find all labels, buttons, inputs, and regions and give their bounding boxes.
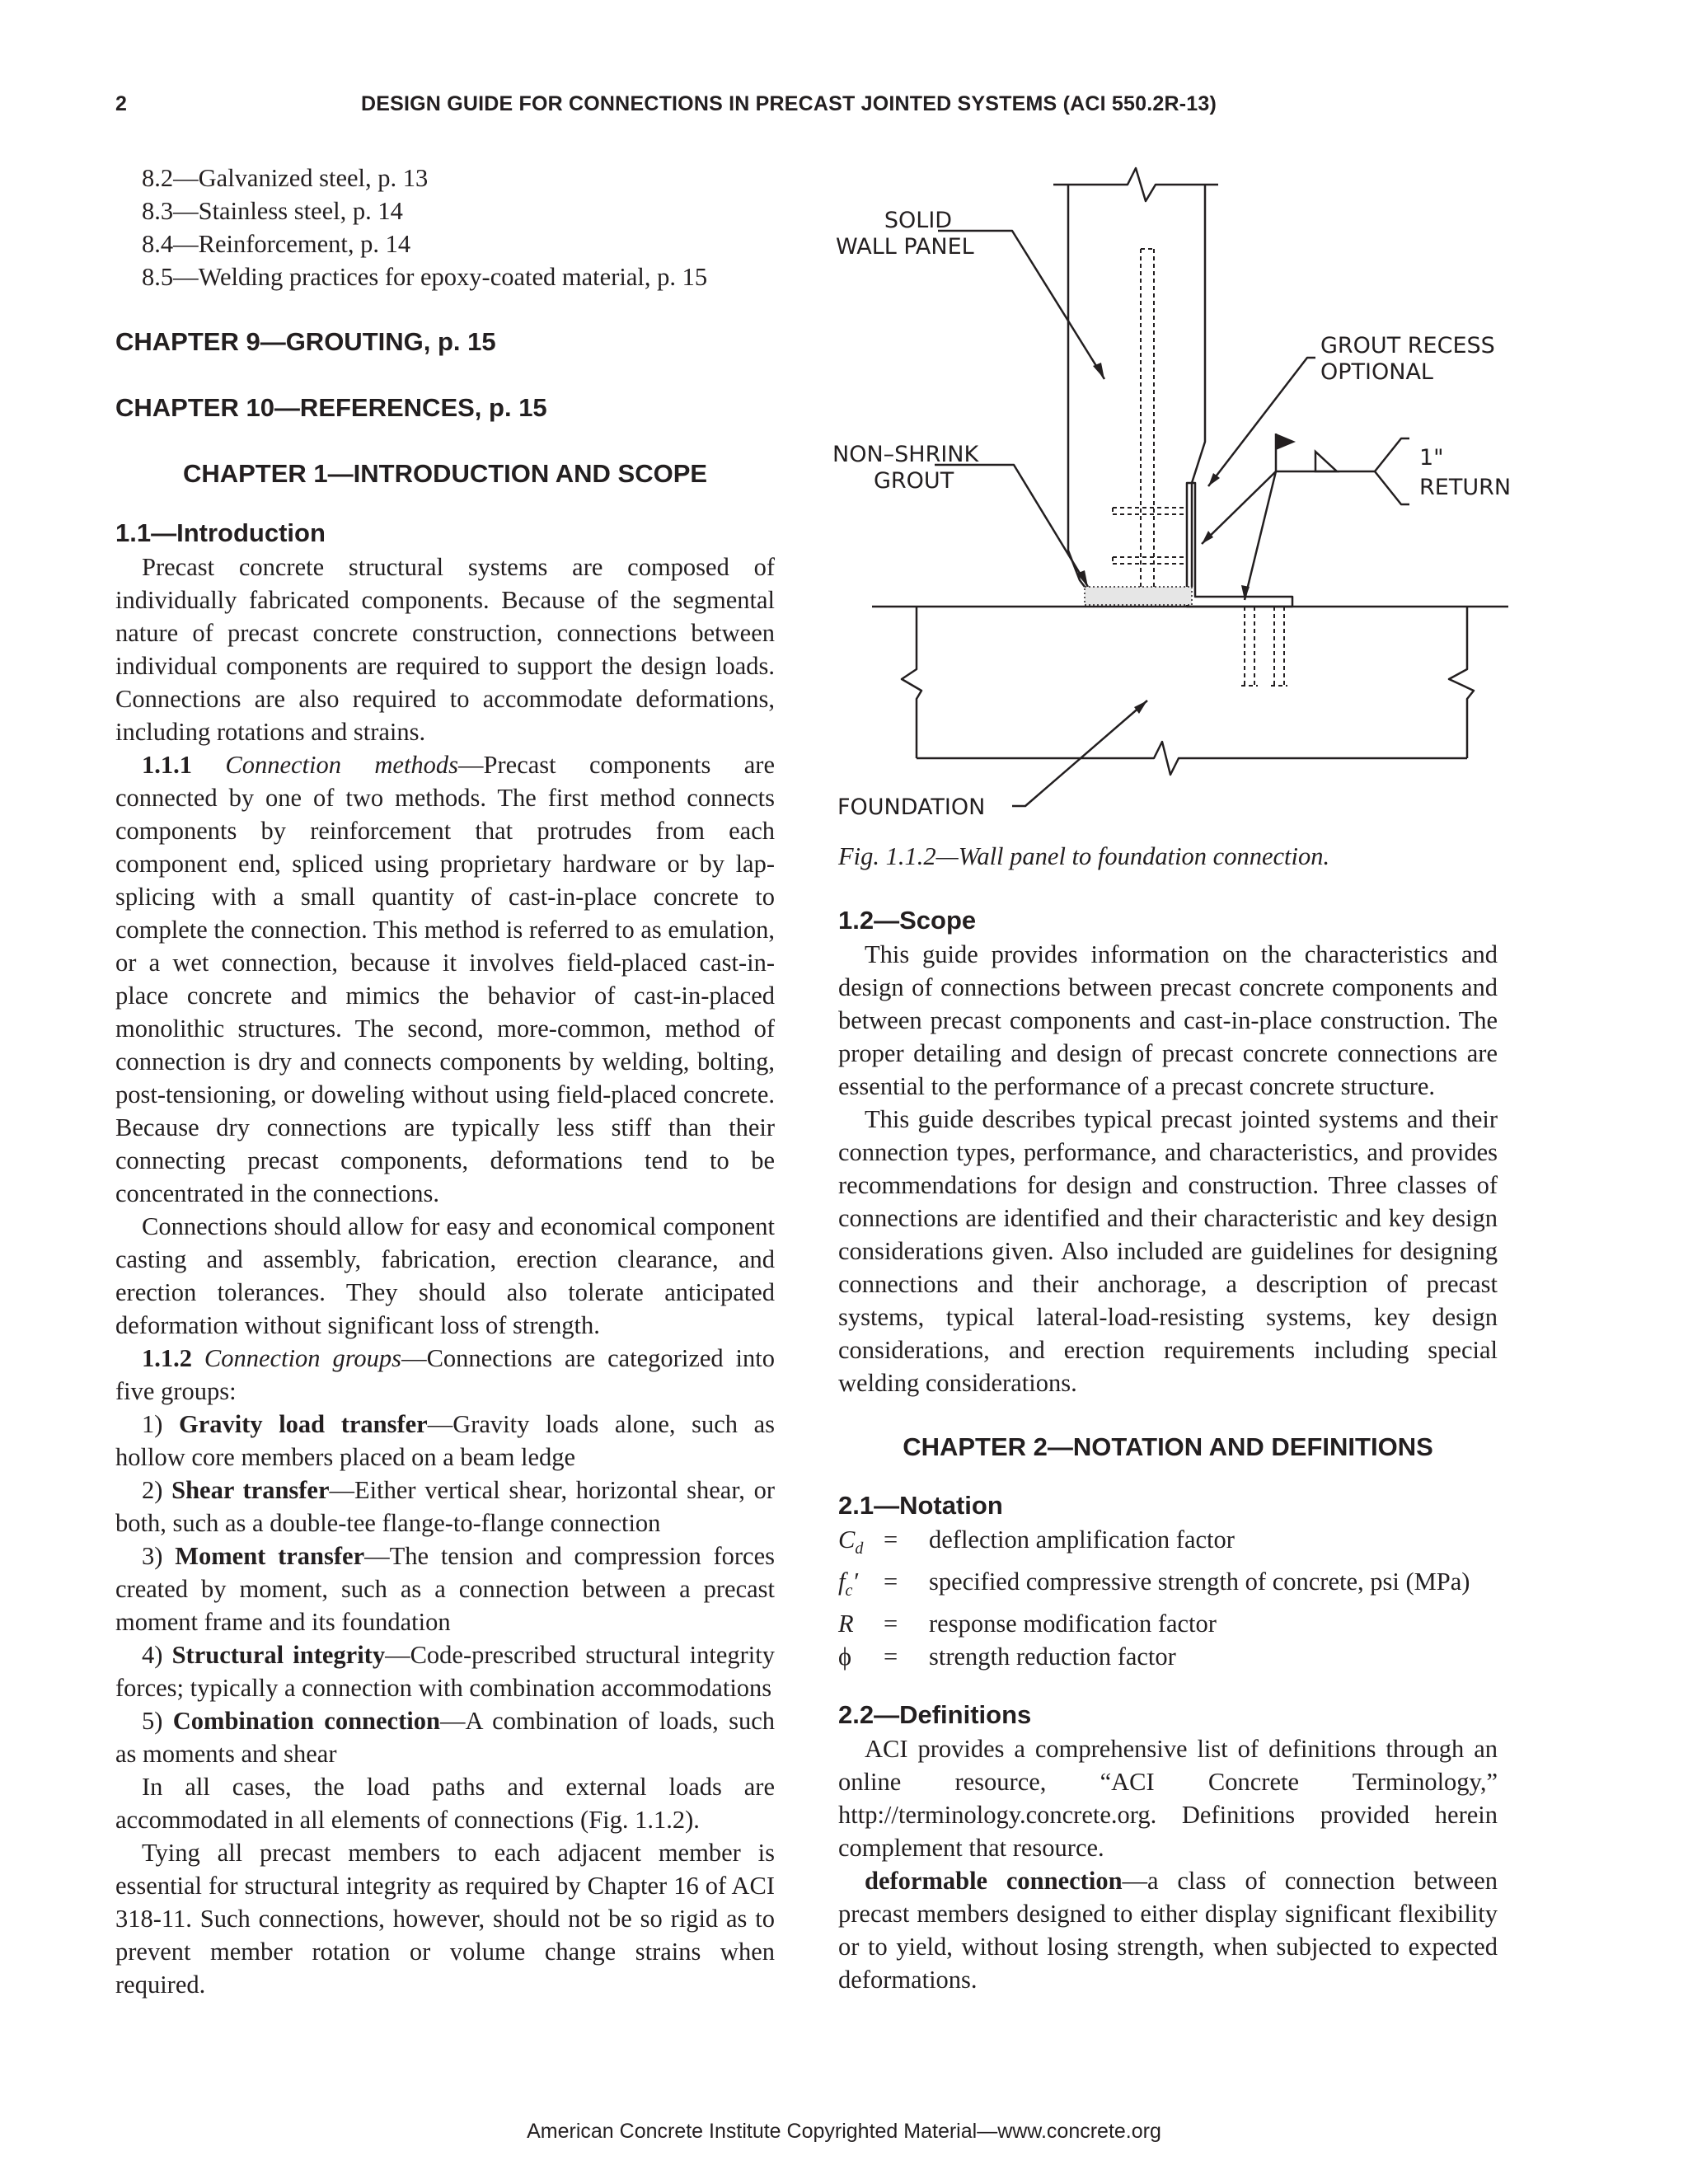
label-non-shrink: NON–SHRINK — [832, 442, 979, 467]
group-number: 3) — [142, 1542, 163, 1570]
label-solid: SOLID — [884, 208, 953, 233]
right-column — [838, 893, 1498, 1996]
leader-non-shrink — [935, 465, 1088, 587]
scope-paragraph-2: This guide describes typical precast jointed systems and their connection types, performance, and characteristics, and provides recommendations for design and construction. Three classes of connections are identified and their characteristic and key design considerations given. Also included are guidelines for designing connections and their anchorage, a description of precast systems, typical lateral-load-resisting systems, key design considerations, and erection requirements including special welding considerations. — [838, 1105, 1498, 1397]
non-shrink-grout — [1085, 587, 1192, 605]
subsection-title: Connection methods — [225, 751, 459, 779]
notation-definition: specified compressive strength of concrete, psi (MPa) — [929, 1568, 1470, 1596]
definition-term: deformable connection — [865, 1867, 1123, 1896]
notation-symbol: $C_d$ — [838, 1526, 864, 1558]
group-item — [115, 1408, 775, 1474]
return-leader — [1375, 438, 1409, 504]
wall-panel-right — [1192, 185, 1205, 587]
section-2-1-title: 2.1—Notation — [838, 1491, 1003, 1520]
notation-row — [838, 1607, 1498, 1640]
chapter-2-title: CHAPTER 2—NOTATION AND DEFINITIONS — [903, 1432, 1433, 1461]
subsection-text: —Connections are categorized into five groups: — [115, 1344, 775, 1405]
group-text: —A combination of loads, such as moments and shear — [115, 1707, 776, 1768]
toc-item[interactable]: 8.5—Welding practices for epoxy-coated material, p. 15 — [142, 263, 708, 291]
group-number: 5) — [142, 1707, 163, 1735]
notation-symbol: $f_c'$ — [838, 1568, 859, 1601]
leader-foundation — [1012, 701, 1147, 806]
notation-equals: = — [884, 1643, 898, 1671]
label-grout: GROUT — [874, 468, 954, 494]
foundation-left — [902, 607, 921, 758]
notation-row — [838, 1565, 1498, 1607]
group-number: 2) — [142, 1476, 163, 1504]
notation-row — [838, 1523, 1498, 1565]
label-grout-recess: GROUT RECESS — [1320, 333, 1495, 359]
group-text: —Code-prescribed structural integrity forces; typically a connection with combination accommodations — [115, 1641, 775, 1702]
chapter-1-title: CHAPTER 1—INTRODUCTION AND SCOPE — [182, 459, 708, 488]
foundation-bottom — [917, 742, 1467, 775]
label-foundation: FOUNDATION — [837, 794, 986, 820]
notation-equals: = — [884, 1526, 898, 1554]
intro-paragraph: Precast concrete structural systems are composed of individually fabricated components. Because of the segmental nature of precast concrete construction, connections between individual components are required to support the design loads. Connections are also required to accommodate deformations, including rotations and strains. — [115, 553, 775, 746]
group-term: Moment transfer — [175, 1542, 365, 1570]
section-2-2-title: 2.2—Definitions — [838, 1700, 1032, 1730]
section-1-2-title: 1.2—Scope — [838, 906, 977, 935]
group-number: 4) — [142, 1641, 163, 1669]
definition-text: —a class of connection between precast members designed to either display significant flexibility or to yield, without losing strength, when subjected to expected deformations. — [838, 1867, 1498, 1994]
label-wall-panel: WALL PANEL — [836, 234, 974, 260]
wall-panel-outline — [1068, 185, 1085, 587]
toc-chapter-9[interactable]: CHAPTER 9—GROUTING, p. 15 — [115, 327, 496, 356]
toc-item[interactable]: 8.2—Galvanized steel, p. 13 — [142, 164, 429, 192]
toc-chapter-10[interactable]: CHAPTER 10—REFERENCES, p. 15 — [115, 393, 547, 422]
connection-groups-paragraph — [115, 1342, 775, 1408]
arrowhead — [1241, 585, 1250, 600]
toc-list — [115, 162, 775, 293]
leader-grout-recess — [1208, 358, 1315, 486]
group-item — [115, 1540, 775, 1638]
subsection-title: Connection groups — [204, 1344, 402, 1372]
toc-item[interactable]: 8.4—Reinforcement, p. 14 — [142, 230, 411, 258]
toc-item[interactable]: 8.3—Stainless steel, p. 14 — [142, 197, 403, 225]
group-text: —Either vertical shear, horizontal shear, or both, such as a double-tee flange-to-flange connection — [115, 1476, 775, 1537]
label-return: RETURN — [1419, 475, 1512, 500]
leader-weld-2 — [1245, 471, 1276, 600]
group-item — [115, 1474, 775, 1540]
page-number: 2 — [115, 92, 127, 115]
group-term: Gravity load transfer — [178, 1410, 428, 1438]
label-return-dim: 1" — [1419, 445, 1444, 471]
label-optional: OPTIONAL — [1320, 359, 1433, 385]
scope-paragraph-1: This guide provides information on the characteristics and design of connections between precast concrete components and between precast components and cast-in-place construction. The proper detailing and design of precast concrete connections are essential to the performance of a precast concrete structure. — [838, 940, 1498, 1100]
connection-methods-paragraph — [115, 748, 775, 1210]
anchor-bolt — [1271, 607, 1287, 686]
left-column — [115, 162, 775, 2001]
subsection-text: —Precast components are connected by one of two methods. The first method connects components by reinforcement that protrudes from each component end, spliced using proprietary hardware or by lap-splicing with a small quantity of cast-in-place concrete to complete the connection. This method is referred to as emulation, or a wet connection, because it involves field-placed cast-in-place concrete and mimics the behavior of cast-in-placed monolithic structures. The second, more-common, method of connection is dry and connects components by welding, bolting, post-tensioning, or doweling without using field-placed concrete. Because dry connections are typically less stiff than their connecting precast components, deformations tend to be concentrated in the connections. — [115, 751, 776, 1207]
angle-plate — [1187, 483, 1292, 607]
arrowhead — [1134, 701, 1147, 714]
section-1-1-title: 1.1—Introduction — [115, 518, 326, 547]
notation-equals: = — [884, 1610, 898, 1638]
fillet-weld-symbol — [1315, 452, 1337, 471]
tying-paragraph: Tying all precast members to each adjacent member is essential for structural integrity as required by Chapter 16 of ACI 318-11. Such connections, however, should not be so rigid as to prevent member rotation or volume change strains when required. — [115, 1839, 775, 1999]
definition-entry — [838, 1864, 1498, 1996]
running-header: DESIGN GUIDE FOR CONNECTIONS IN PRECAST JOINTED SYSTEMS (ACI 550.2R-13) — [361, 92, 1217, 115]
anchor-bolt — [1241, 607, 1258, 686]
group-text: —Gravity loads alone, such as hollow core members placed on a beam ledge — [115, 1410, 775, 1471]
stud — [1113, 508, 1187, 514]
notation-equals: = — [884, 1568, 898, 1596]
group-term: Structural integrity — [171, 1641, 386, 1669]
subsection-number: 1.1.1 — [142, 751, 192, 779]
figure-caption: Fig. 1.1.2—Wall panel to foundation connection. — [838, 842, 1330, 870]
subsection-number: 1.1.2 — [142, 1344, 192, 1372]
group-term: Shear transfer — [171, 1476, 330, 1504]
group-item — [115, 1704, 775, 1770]
group-item — [115, 1638, 775, 1704]
notation-definition: response modification factor — [929, 1610, 1217, 1638]
notation-symbol: ϕ — [838, 1643, 852, 1671]
notation-definition: strength reduction factor — [929, 1643, 1176, 1671]
group-number: 1) — [142, 1410, 163, 1438]
weld-flag — [1276, 434, 1296, 450]
wall-break-line — [1053, 168, 1218, 201]
arrowhead — [1202, 531, 1213, 544]
notation-definition: deflection amplification factor — [929, 1526, 1235, 1554]
group-term: Combination connection — [172, 1707, 440, 1735]
copyright-footer: American Concrete Institute Copyrighted Material—www.concrete.org — [527, 2120, 1161, 2143]
stud — [1113, 557, 1187, 564]
embedded-rod — [1141, 249, 1154, 587]
definitions-intro: ACI provides a comprehensive list of definitions through an online resource, “ACI Concrete Terminology,” http://terminology.concrete.org. Definitions provided herein complement that resource. — [838, 1735, 1498, 1863]
wall-panel-foundation-figure — [832, 162, 1525, 837]
connections-paragraph: Connections should allow for easy and economical component casting and assembly, fabrication, erection clearance, and erection tolerances. They should also tolerate anticipated deformation without significant loss of strength. — [115, 1212, 775, 1339]
foundation-right — [1449, 607, 1474, 758]
notation-row — [838, 1640, 1498, 1673]
all-cases-paragraph: In all cases, the load paths and external loads are accommodated in all elements of connections (Fig. 1.1.2). — [115, 1773, 775, 1834]
group-text: —The tension and compression forces created by moment, such as a connection between a precast moment frame and its foundation — [115, 1542, 776, 1636]
notation-symbol: R — [838, 1610, 854, 1638]
